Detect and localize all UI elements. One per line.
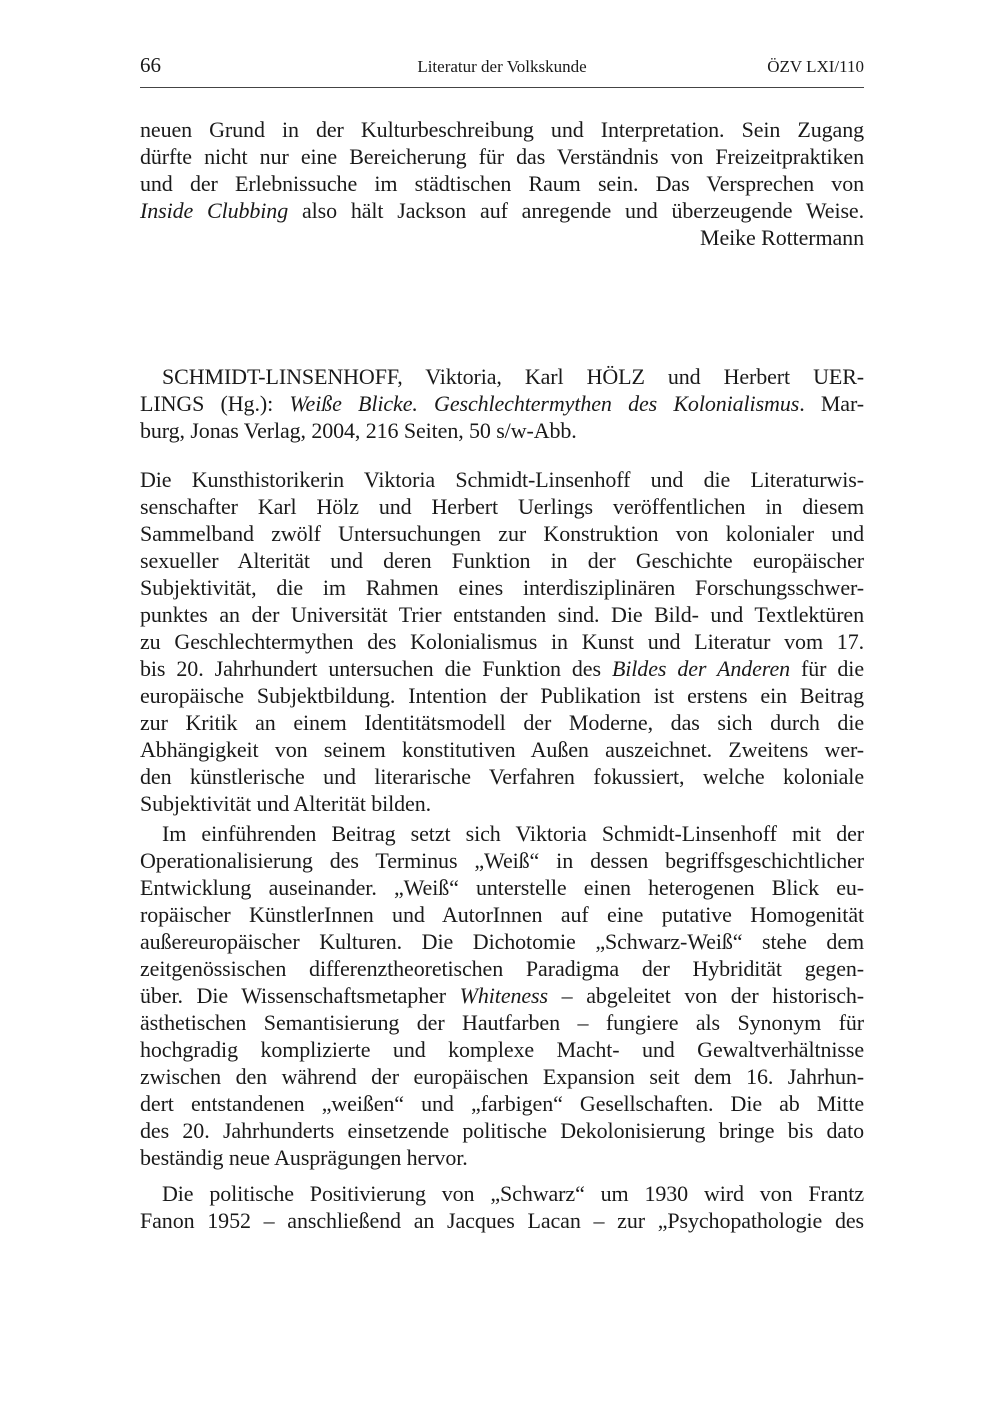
text-line: über. Die Wissenschaftsmetapher Whiteness – abgeleitet von der historisch- — [140, 983, 864, 1008]
text-line: bis 20. Jahrhundert untersuchen die Funktion des Bildes der Anderen für die — [140, 656, 864, 681]
text-line: hochgradig komplizierte und komplexe Macht- und Gewaltverhältnisse — [140, 1037, 864, 1062]
text-line: zwischen den während der europäischen Expansion seit dem 16. Jahrhun- — [140, 1064, 864, 1089]
text-line: und der Erlebnissuche im städtischen Raum sein. Das Versprechen von — [140, 171, 864, 196]
bib-line: SCHMIDT-LINSENHOFF, Viktoria, Karl HÖLZ und Herbert UER- — [162, 364, 864, 389]
text-line: beständig neue Ausprägungen hervor. — [140, 1145, 468, 1170]
text-line: des 20. Jahrhunderts einsetzende politische Dekolonisierung bringe bis dato — [140, 1118, 864, 1143]
text-line: neuen Grund in der Kulturbeschreibung und Interpretation. Sein Zugang — [140, 117, 864, 142]
text-line: zu Geschlechtermythen des Kolonialismus in Kunst und Literatur vom 17. — [140, 629, 864, 654]
text-line: den künstlerische und literarische Verfahren fokussiert, welche koloniale — [140, 764, 864, 789]
bib-line: burg, Jonas Verlag, 2004, 216 Seiten, 50 s/w-Abb. — [140, 418, 577, 443]
text-line: außereuropäischer Kulturen. Die Dichotomie „Schwarz-Weiß“ stehe dem — [140, 929, 864, 954]
book-title: Weiße Blicke. Geschlechtermythen des Kolonialismus — [289, 391, 800, 416]
previous-review-ending — [140, 116, 864, 251]
bib-line: LINGS (Hg.): Weiße Blicke. Geschlechtermythen des Kolonialismus. Mar- — [140, 391, 864, 416]
review-paragraph-2 — [140, 820, 864, 1171]
page-header — [140, 55, 864, 85]
text-line: dürfte nicht nur eine Bereicherung für das Verständnis von Freizeitpraktiken — [140, 144, 864, 169]
text-line: Sammelband zwölf Untersuchungen zur Konstruktion von kolonialer und — [140, 521, 864, 546]
journal-reference: ÖZV LXI/110 — [767, 57, 864, 76]
text-line: zur Kritik an einem Identitätsmodell der Moderne, das sich durch die — [140, 710, 864, 735]
reviewer-name: Meike Rottermann — [700, 225, 864, 250]
text-line: dert entstandenen „weißen“ und „farbigen“ Gesellschaften. Die ab Mitte — [140, 1091, 864, 1116]
text-line: ropäischer KünstlerInnen und AutorInnen auf eine putative Homogenität — [140, 902, 864, 927]
text-line: punktes an der Universität Trier entstanden sind. Die Bild- und Textlektüren — [140, 602, 864, 627]
review-paragraph-1 — [140, 466, 864, 817]
text-line: Im einführenden Beitrag setzt sich Viktoria Schmidt-Linsenhoff mit der — [162, 821, 864, 846]
text-line: Fanon 1952 – anschließend an Jacques Lacan – zur „Psychopathologie des — [140, 1208, 864, 1233]
text-line: europäische Subjektbildung. Intention der Publikation ist erstens ein Beitrag — [140, 683, 864, 708]
text-line: senschafter Karl Hölz und Herbert Uerlings veröffentlichen in diesem — [140, 494, 864, 519]
running-title: Literatur der Volkskunde — [417, 57, 587, 76]
text-line: Operationalisierung des Terminus „Weiß“ in dessen begriffsgeschichtlicher — [140, 848, 864, 873]
header-rule — [140, 87, 864, 88]
bibliographic-entry — [140, 363, 864, 444]
book-title-italic: Inside Clubbing — [140, 198, 289, 223]
text-line: ästhetischen Semantisierung der Hautfarben – fungiere als Synonym für — [140, 1010, 864, 1035]
text-line: Subjektivität und Alterität bilden. — [140, 791, 432, 816]
text-line: Entwicklung auseinander. „Weiß“ unterstelle einen heterogenen Blick eu- — [140, 875, 864, 900]
italic-phrase: Bildes der Anderen — [611, 656, 791, 681]
page-number: 66 — [140, 53, 161, 77]
text-line: Abhängigkeit von seinem konstitutiven Außen auszeichnet. Zweitens wer- — [140, 737, 864, 762]
review-paragraph-3 — [140, 1180, 864, 1234]
text-line: zeitgenössischen differenztheoretischen Paradigma der Hybridität gegen- — [140, 956, 864, 981]
text-line: sexueller Alterität und deren Funktion in der Geschichte europäischer — [140, 548, 864, 573]
text-line: Subjektivität, die im Rahmen eines interdisziplinären Forschungsschwer- — [140, 575, 864, 600]
text-line: Inside Clubbing also hält Jackson auf anregende und überzeugende Weise. — [140, 198, 864, 223]
text-line: Die politische Positivierung von „Schwarz“ um 1930 wird von Frantz — [162, 1181, 864, 1206]
italic-phrase: Whiteness — [459, 983, 548, 1008]
text-line: Die Kunsthistorikerin Viktoria Schmidt-Linsenhoff und die Literaturwis- — [140, 467, 864, 492]
